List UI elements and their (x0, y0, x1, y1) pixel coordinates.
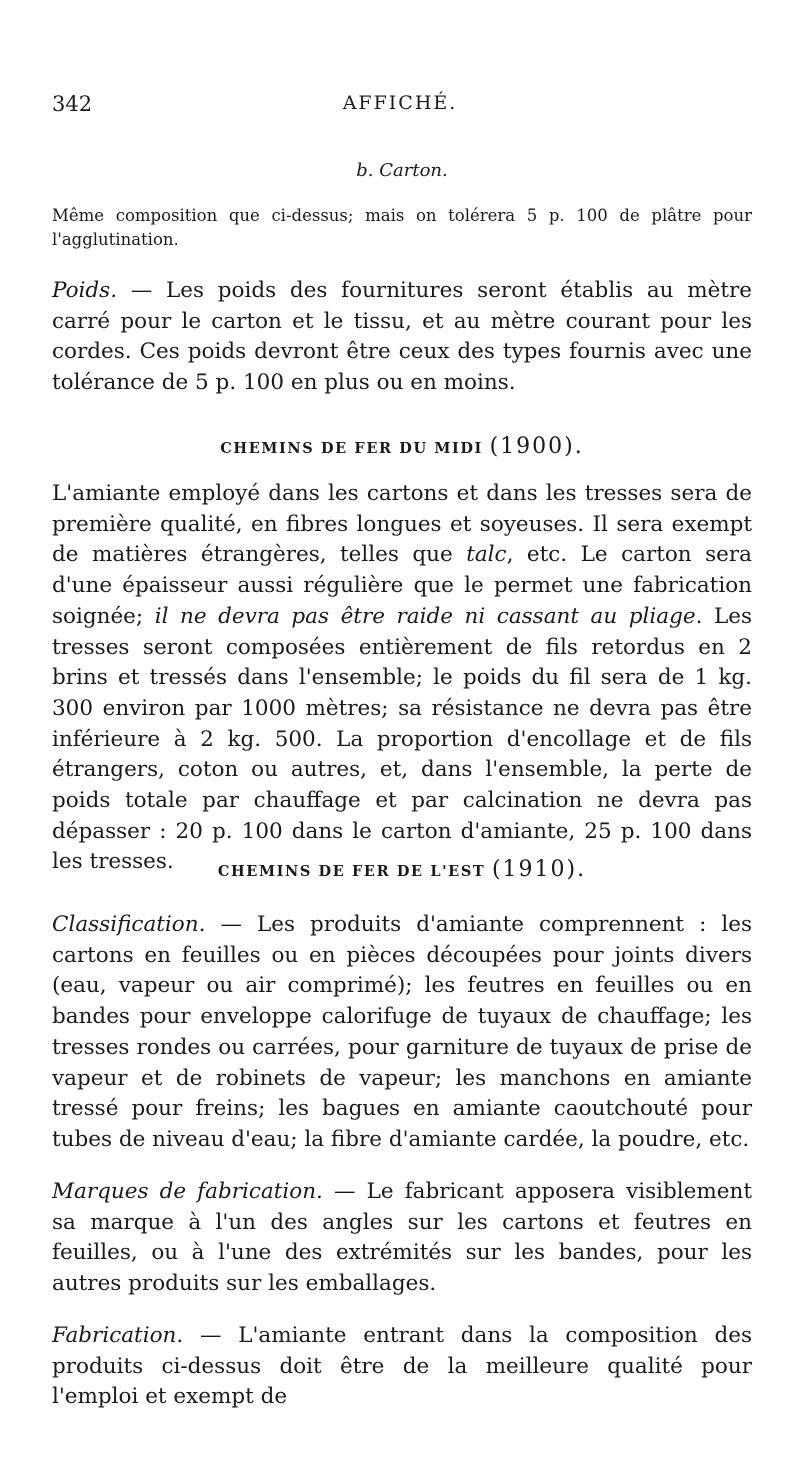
carton-paragraph: Même composition que ci-dessus; mais on tolérera 5 p. 100 de plâtre pour l'agglutination. (52, 206, 752, 249)
midi-italic-2: il ne devra pas être raide ni cassant au pliage (154, 603, 696, 629)
section-heading-midi (52, 434, 752, 459)
classification-lead: Classification. (52, 912, 206, 937)
midi-heading-text: CHEMINS DE FER DU MIDI (220, 440, 483, 457)
fabrication-lead: Fabrication. (52, 1323, 184, 1348)
classification-text: — Les produits d'amiante comprennent : les cartons en feuilles ou en pièces découpées pour joints divers (eau, vapeur ou air comprimé); les feutres en feuilles ou en bandes pour enveloppe calorifuge de tuyaux de chauffage; les tresses rondes ou carrées, pour garniture de tuyaux de prise de vapeur et de robinets de vapeur; les manchons en amiante tressé pour freins; les bagues en amiante caoutchouté pour tubes de niveau d'eau; la fibre d'amiante cardée, la poudre, etc. (52, 912, 752, 1152)
midi-text-1: L'amiante employé dans les cartons et dans les tresses sera de première qualité, en fibres longues et soyeuses. Il sera exempt de matières étrangères, telles que (52, 481, 752, 568)
subsection-heading-carton: b. Carton. (356, 160, 448, 181)
section-heading-est (52, 857, 752, 882)
page-header (52, 92, 748, 122)
fabrication-text: — L'amiante entrant dans la composition des produits ci-dessus doit être de la meilleure qualité pour l'emploi et exempt de (52, 1323, 752, 1410)
midi-paragraph (52, 479, 752, 878)
poids-text: — Les poids des fournitures seront établis au mètre carré pour le carton et le tissu, et au mètre courant pour les cordes. Ces poids devront être ceux des types fournis avec une tolérance de 5 p. 100 en plus ou en moins. (52, 278, 752, 396)
midi-text-3: . Les tresses seront composées entièrement de fils retordus en 2 brins et tressés dans l'ensemble; le poids du fil sera de 1 kg. 300 environ par 1000 mètres; sa résistance ne devra pas être inférieure à 2 kg. 500. La proportion d'encollage et de fils étrangers, coton ou autres, et, dans l'ensemble, la perte de poids totale par chauffage et par calcination ne devra pas dépasser : 20 p. 100 dans le carton d'amiante, 25 p. 100 dans les tresses. (52, 603, 753, 875)
poids-paragraph (52, 276, 752, 399)
midi-text-2: , etc. Le carton sera d'une épaisseur aussi régulière que le permet une fabrication soignée; (52, 542, 752, 629)
marques-text: — Le fabricant apposera visiblement sa marque à l'un des angles sur les cartons et feutres en feuilles, ou à l'une des extrémités sur les bandes, pour les autres produits sur les emballages. (52, 1179, 752, 1297)
midi-heading-year: (1900). (489, 434, 584, 459)
classification-paragraph (52, 910, 752, 1156)
running-head: AFFICHÉ. (342, 92, 458, 114)
est-heading-year: (1910). (491, 857, 587, 882)
page-number: 342 (52, 92, 93, 116)
fabrication-paragraph (52, 1321, 752, 1413)
poids-lead: Poids. (52, 278, 118, 303)
midi-italic-1: talc (466, 542, 507, 568)
est-heading-text: CHEMINS DE FER DE L'EST (217, 863, 486, 880)
marques-paragraph (52, 1177, 752, 1300)
marques-lead: Marques de fabrication. (52, 1179, 323, 1204)
